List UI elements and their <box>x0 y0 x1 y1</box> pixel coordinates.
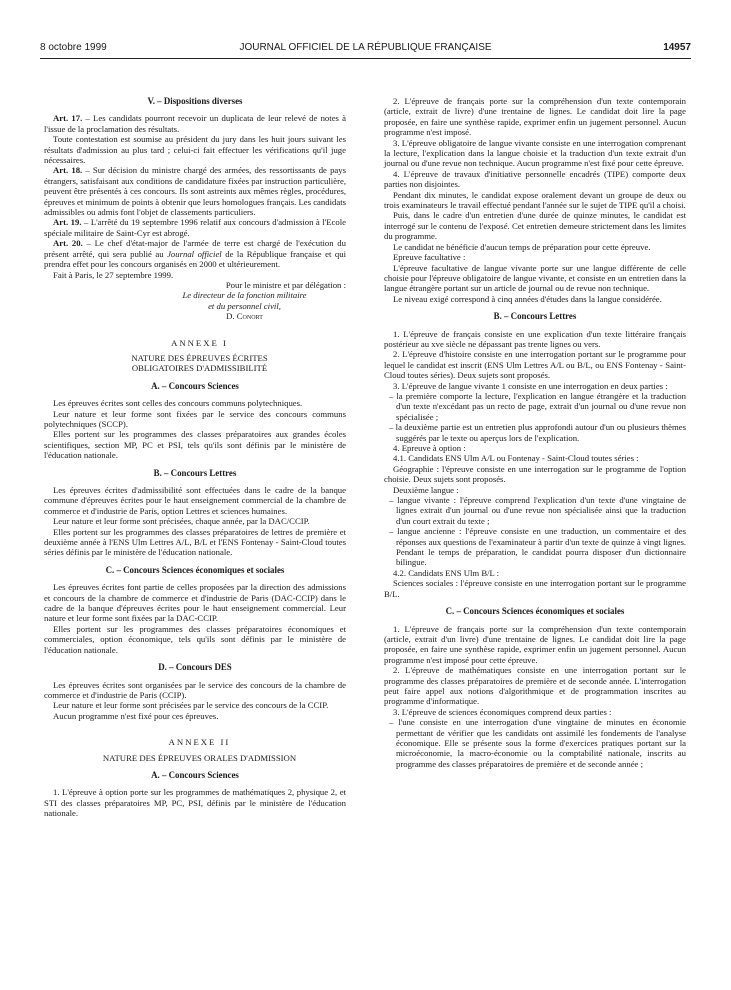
section-title: C. – Concours Sciences économiques et sociales <box>105 564 285 575</box>
list-item: – la première comporte la lecture, l'explication en langue étrangère et la traduction d'un texte n'excédant pas un recto de page, extrait d'un journal ou d'une revue non spécialisée ; <box>389 390 686 422</box>
header-date: 8 octobre 1999 <box>40 42 107 53</box>
paragraph: 1. L'épreuve à option porte sur les programmes de mathématiques 2, physique 2, et STI des classes préparatoires MP, PC, PSI, définis par le ministère de l'éducation nationale. <box>44 787 346 819</box>
annexe-subtitle: OBLIGATOIRES D'ADMISSIBILITÉ <box>131 363 268 374</box>
journal-title: JOURNAL OFFICIEL DE LA RÉPUBLIQUE FRANÇAISE <box>239 42 492 53</box>
paragraph: 3. L'épreuve de langue vivante 1 consiste en une interrogation en deux parties : <box>393 380 668 391</box>
signature-title: Le directeur de la fonction militaire <box>182 290 307 301</box>
paragraph: 1. L'épreuve de français porte sur la compréhension d'un texte contemporain (article, extrait d'un livre) d'une trentaine de lignes. Le candidat doit lire la page proposée, en faire une synthèse rapide, exprimer enfin un jugement personnel. Aucun programme n'est imposé pour cette épreuve. <box>384 623 686 665</box>
paragraph: Leur nature et leur forme sont fixées par le service des concours communs polytechniques (SCCP). <box>44 408 346 429</box>
dash-list <box>384 391 686 443</box>
dash-list <box>384 717 686 769</box>
paragraph: Les épreuves écrites sont organisées par le service des concours de la chambre de commerce et d'industrie de Paris (CCIP). <box>44 679 346 700</box>
article-number: Art. 17. <box>53 113 83 124</box>
paragraph: 1. L'épreuve de français consiste en une explication d'un texte littéraire français postérieur au xve siècle ne dépassant pas trente lignes ou vers. <box>384 328 686 349</box>
annexe-subtitle: NATURE DES ÉPREUVES ORALES D'ADMISSION <box>102 752 297 763</box>
paragraph: Les épreuves écrites sont celles des concours communs polytechniques. <box>53 398 303 409</box>
article-19 <box>44 217 346 238</box>
paragraph: Epreuve facultative : <box>393 252 466 263</box>
annexe-heading: ANNEXE I <box>171 337 228 348</box>
article-number: Art. 18. <box>53 165 83 176</box>
page-number: 14957 <box>663 42 691 53</box>
section-title: C. – Concours Sciences économiques et sociales <box>445 606 625 617</box>
section-title: A. – Concours Sciences <box>151 769 239 780</box>
paragraph: Puis, dans le cadre d'un entretien d'une durée de quinze minutes, le candidat est interrogé sur le contenu de l'exposé. Cet entretien demeure strictement dans les limites du programme. <box>384 210 686 242</box>
paragraph: Toute contestation est soumise au président du jury dans les huit jours suivant les résultats d'admission au plus tard ; celui-ci fait effectuer les vérifications qu'il juge nécessaires. <box>44 134 346 166</box>
paragraph: 2. L'épreuve de mathématiques consiste en une interrogation portant sur le programme des classes préparatoires de première et de seconde année. L'interrogation peut faire appel aux notions d'algorithmique et de programmation inscrites au programme d'informatique. <box>384 665 686 707</box>
paragraph: 3. L'épreuve de sciences économiques comprend deux parties : <box>393 706 612 717</box>
signature-line: Pour le ministre et par délégation : <box>225 279 346 290</box>
section-title: D. – Concours DES <box>158 662 232 673</box>
right-column <box>384 96 686 769</box>
paragraph: 3. L'épreuve obligatoire de langue vivante consiste en une interrogation comprenant la lecture, l'explication dans la langue choisie et la traduction d'un texte extrait d'un journal ou d'une revue non technique. Aucun programme n'est fixé pour cette épreuve. <box>384 137 686 169</box>
paragraph: Le candidat ne bénéficie d'aucun temps de préparation pour cette épreuve. <box>393 241 651 252</box>
paragraph: 2. L'épreuve de français porte sur la compréhension d'un texte contemporain (article, extrait de livre) d'une trentaine de lignes. Le candidat doit lire la page proposée, en faire une synthèse rapide, exprimer enfin un jugement personnel. Aucun programme n'est imposé. <box>384 96 686 138</box>
article-text: – L'arrêté du 19 septembre 1996 relatif aux concours d'admission à l'Ecole spéciale militaire de Saint-Cyr est abrogé. <box>44 217 346 238</box>
paragraph: 4. L'épreuve de travaux d'initiative personnelle encadrés (TIPE) comporte deux parties non disjointes. <box>384 168 686 190</box>
article-18 <box>44 165 346 217</box>
section-title: B. – Concours Lettres <box>153 467 237 478</box>
list-item: – langue vivante : l'épreuve comprend l'explication d'un texte d'une vingtaine de lignes extrait d'un journal ou d'une revue non spécialisée ainsi que la traduction d'un court extrait du texte ; <box>389 495 686 526</box>
section-title: A. – Concours Sciences <box>151 380 239 391</box>
list-item: – l'une consiste en une interrogation d'une vingtaine de minutes en économie permettant de vérifier que les candidats ont assimilé les fondements de l'analyse économique. Elle se présente sous la forme d'exercices pratiques portant sur la microéconomie, la macro-économie ou la comptabilité nationale, inscrits au programme des classes préparatoires de première et de seconde année ; <box>389 717 686 769</box>
list-item: – langue ancienne : l'épreuve consiste en une traduction, un commentaire et des réponses aux questions de l'examinateur à partir d'un texte de quinze à vingt lignes. Pendant le temps de préparation, le candidat pourra disposer d'un dictionnaire bilingue. <box>389 526 686 568</box>
section-title: V. – Dispositions diverses <box>147 96 243 106</box>
paragraph: Pendant dix minutes, le candidat expose oralement devant un groupe de deux ou trois examinateurs le travail effectué pendant l'année sur le sujet de TIPE qu'il a choisi. <box>384 189 686 211</box>
paragraph: Sciences sociales : l'épreuve consiste en une interrogation portant sur le programme B/L. <box>384 578 686 599</box>
section-title: B. – Concours Lettres <box>493 311 577 322</box>
paragraph: L'épreuve facultative de langue vivante porte sur une langue différente de celle choisie pour l'épreuve obligatoire de langue vivante, et consiste en un entretien dans la langue étrangère portant sur un article de journal ou de revue non technique. <box>384 262 686 294</box>
journal-officiel-ref: Journal officiel <box>167 248 222 259</box>
paragraph: 2. L'épreuve d'histoire consiste en une interrogation portant sur le programme pour lequel le candidat est inscrit (ENS Ulm Lettres A/L ou B/L, ou ENS Fontenay - Saint-Cloud toutes séries). Deux sujets sont proposés. <box>384 349 686 381</box>
paragraph: Leur nature et leur forme sont précisées par le service des concours de la CCIP. <box>53 700 329 711</box>
header-rule <box>40 58 691 59</box>
signatory-name: D. Conort <box>226 311 263 322</box>
annexe-subtitle: NATURE DES ÉPREUVES ÉCRITES <box>131 352 268 363</box>
paragraph: Le niveau exigé correspond à cinq années d'études dans la langue considérée. <box>393 293 662 304</box>
article-number: Art. 19. <box>53 217 82 228</box>
paragraph: 4.1. Candidats ENS Ulm A/L ou Fontenay - Saint-Cloud toutes séries : <box>393 453 639 464</box>
article-number: Art. 20. <box>53 238 83 249</box>
page-header <box>40 42 691 58</box>
paragraph: Les épreuves écrites font partie de celles proposées par la direction des admissions et concours de la chambre de commerce et d'industrie de Paris (DAC-CCIP) dans le cadre de la banque d'épreuves écrites pour le haut enseignement commercial. Leur nature et leur forme sont fixées par la DAC-CCIP. <box>44 582 346 624</box>
paragraph: Leur nature et leur forme sont précisées, chaque année, par la DAC/CCIP. <box>53 516 310 527</box>
fait-a-paris: Fait à Paris, le 27 septembre 1999. <box>53 269 174 280</box>
paragraph: 4.2. Candidats ENS Ulm B/L : <box>393 567 500 578</box>
list-item: – la deuxième partie est un entretien plus approfondi autour d'un ou plusieurs thèmes suggérés par le texte ou aperçus lors de l'explication. <box>389 422 686 443</box>
annexe-heading: ANNEXE II <box>168 737 231 748</box>
article-text: de la République française et qui prendra effet pour les concours organisés en 2000 et ultérieurement. <box>44 248 346 270</box>
paragraph: Les épreuves écrites d'admissibilité sont effectuées dans le cadre de la banque commune d'épreuves écrites pour le haut enseignement commercial de la chambre de commerce et d'industrie de Paris, option Lettres et sciences humaines. <box>44 485 346 516</box>
signature-title: et du personnel civil, <box>208 300 281 311</box>
paragraph: Géographie : l'épreuve consiste en une interrogation sur le programme de l'option choisie. Deux sujets sont proposés. <box>384 463 686 485</box>
article-17 <box>44 113 346 134</box>
paragraph: Elles portent sur les programmes des classes préparatoires de lettres de première et deuxième année à l'ENS Ulm Lettres A/L, B/L et l'ENS Fontenay - Saint-Cloud toutes séries définis par le ministère de l'éducation nationale. <box>44 526 346 558</box>
paragraph: Elles portent sur les programmes des classes préparatoires économiques et commerciales, option économique, tels qu'ils sont définis par le ministère de l'éducation nationale. <box>44 623 346 655</box>
article-text: – Les candidats pourront recevoir un duplicata de leur relevé de notes à l'issue de la proclamation des résultats. <box>44 113 346 134</box>
paragraph: Aucun programme n'est fixé pour ces épreuves. <box>53 710 219 721</box>
left-column <box>44 96 346 819</box>
paragraph: Deuxième langue : <box>393 484 459 495</box>
article-text: – Le chef d'état-major de l'armée de terre est chargé de l'exécution du présent arrêté, qui sera publié au <box>44 238 346 259</box>
article-text: – Sur décision du ministre chargé des armées, des ressortissants de pays étrangers, satisfaisant aux conditions de candidature fixées par instruction particulière, peuvent être présentés à ces concours. Ils sont astreints aux mêmes règles, procédures, épreuves et minimum de points à obtenir que leurs homologues français. Les candidats admissibles ou admis font l'objet de classements particuliers. <box>44 165 346 218</box>
dash-list <box>384 495 686 568</box>
paragraph: 4. Epreuve à option : <box>393 443 466 453</box>
article-20 <box>44 238 346 269</box>
paragraph: Elles portent sur les programmes des classes préparatoires aux grandes écoles scientifiques, section MP, PC et PSI, tels qu'ils sont définis par le ministère de l'éducation nationale. <box>44 429 346 461</box>
